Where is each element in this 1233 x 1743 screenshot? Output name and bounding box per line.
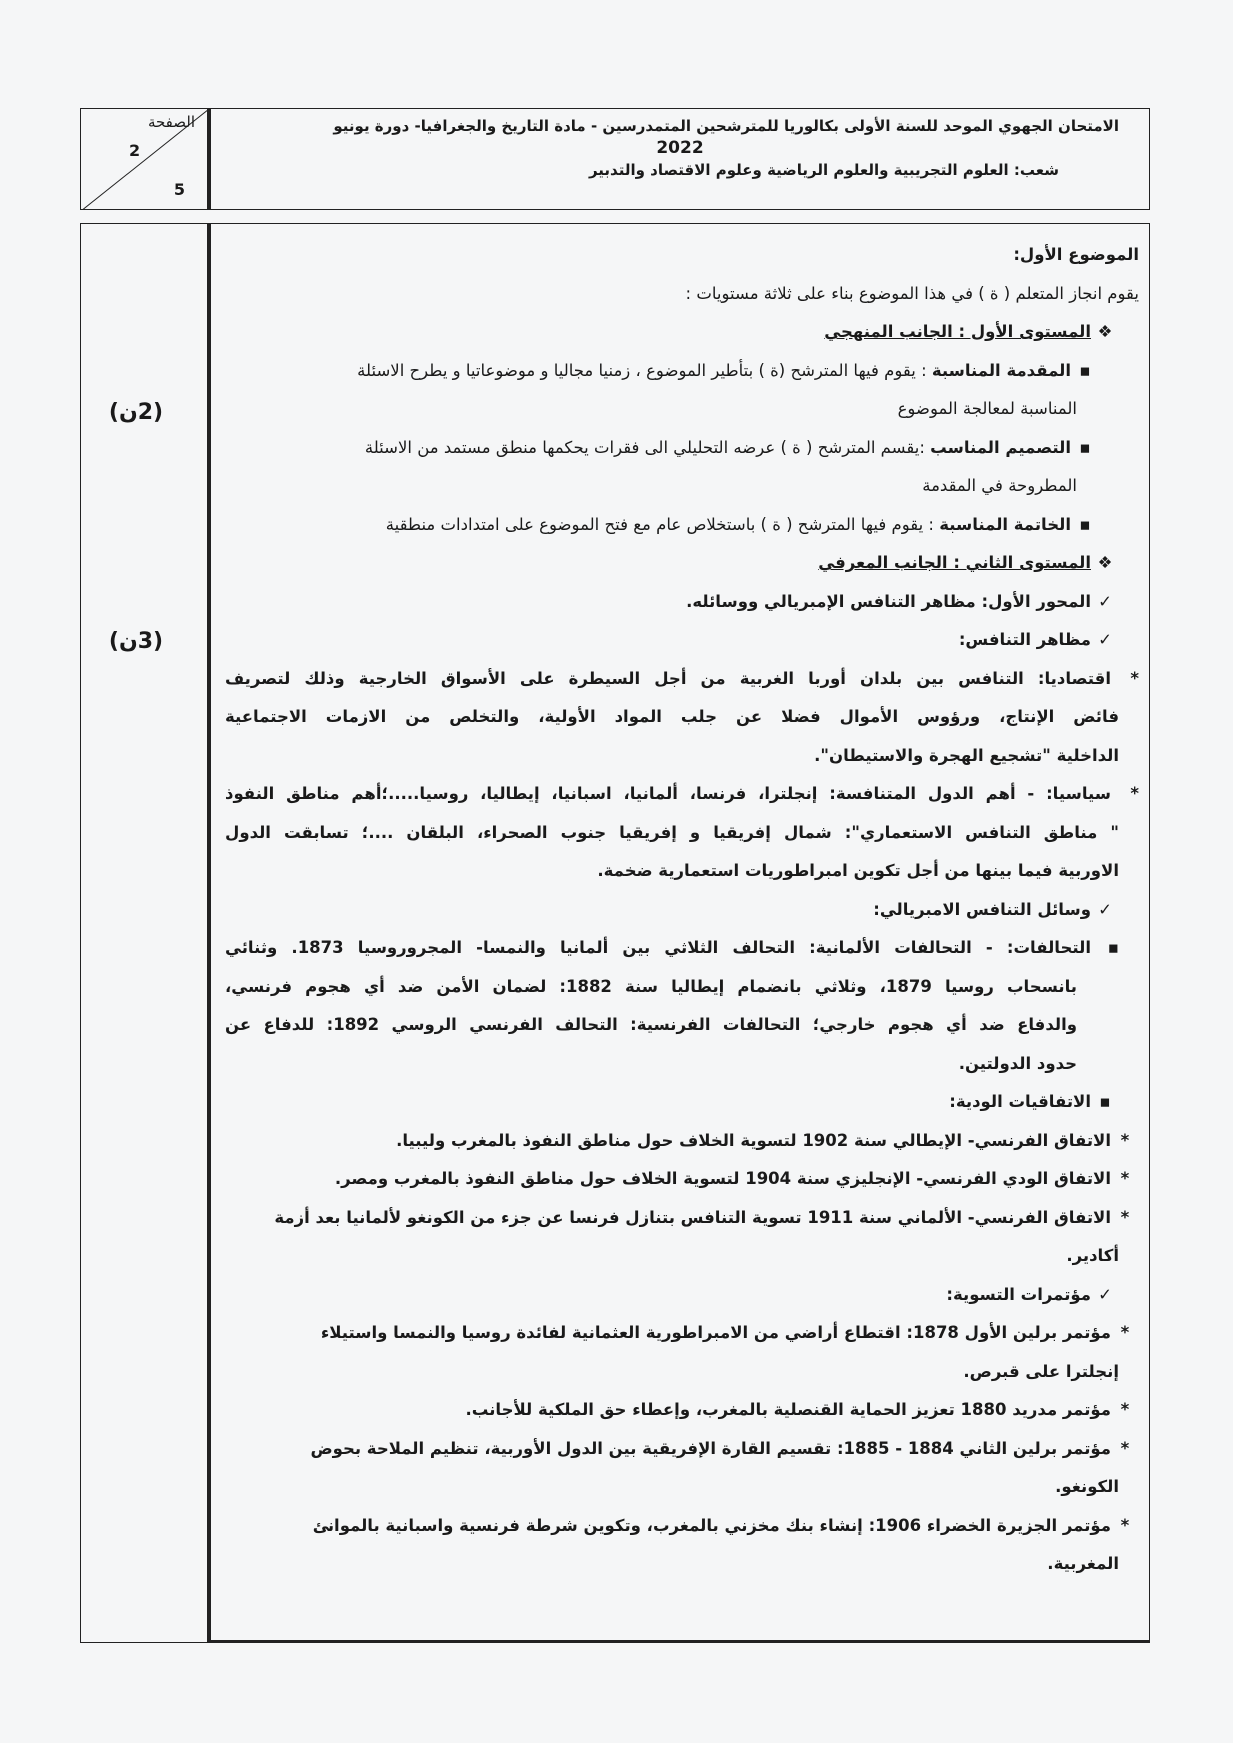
asterisk-icon: * — [1130, 668, 1139, 688]
list-item: ▪التصميم المناسب :يقسم المترشح ( ة ) عرضه التحليلي الى فقرات يحكمها منطق مستمد من الاسئلة — [225, 429, 1139, 468]
level-1-heading: ❖المستوى الأول : الجانب المنهجي — [225, 313, 1139, 352]
square-bullet-icon: ▪ — [1079, 514, 1091, 534]
square-bullet-icon: ▪ — [1099, 1092, 1111, 1111]
checkmark-icon: ✓ — [1098, 899, 1112, 919]
list-item: ▪الاتفاقيات الودية: — [225, 1083, 1139, 1122]
answer-content — [208, 223, 1150, 1643]
list-item-cont: " مناطق التنافس الاستعماري": شمال إفريقيا و إفريقيا جنوب الصحراء، البلقان ....؛ تسابقت الدول — [225, 822, 1119, 842]
header-streams: شعب: العلوم التجريبية والعلوم الرياضية وعلوم الاقتصاد والتدبير — [588, 161, 1059, 179]
list-item: *مؤتمر برلين الثاني 1884 - 1885: تقسيم القارة الإفريقية بين الدول الأوربية، تنظيم الملاحة بحوض — [225, 1430, 1139, 1469]
page-total: 5 — [173, 180, 185, 199]
diamond-bullet-icon: ❖ — [1097, 553, 1113, 572]
list-item: ✓المحور الأول: مظاهر التنافس الإمبريالي ووسائله. — [225, 583, 1139, 622]
list-item-cont: المطروحة في المقدمة — [922, 476, 1077, 495]
list-item: *مؤتمر الجزيرة الخضراء 1906: إنشاء بنك مخزني بالمغرب، وتكوين شرطة فرنسية واسبانية بالموانئ — [225, 1507, 1139, 1546]
intro-text: يقوم انجاز المتعلم ( ة ) في هذا الموضوع بناء على ثلاثة مستويات : — [685, 283, 1139, 303]
exam-header — [208, 108, 1150, 210]
asterisk-icon: * — [1130, 784, 1139, 803]
asterisk-icon: * — [1120, 1169, 1130, 1188]
list-item: *الاتفاق الودي الفرنسي- الإنجليزي سنة 1904 لتسوية الخلاف حول مناطق النفوذ بالمغرب ومصر. — [225, 1160, 1139, 1199]
list-item-cont: المغربية. — [1047, 1554, 1119, 1573]
mark-level-2: (3ن) — [108, 629, 164, 654]
list-item-cont: أكادير. — [1066, 1246, 1119, 1265]
list-item: ▪الخاتمة المناسبة : يقوم فيها المترشح ( ة ) باستخلاص عام مع فتح الموضوع على امتدادات منطقية — [225, 506, 1139, 545]
list-item-cont: فائض الإنتاج، ورؤوس الأموال فضلا عن جلب المواد الأولية، والتخلص من الازمات الاجتماعية — [225, 707, 1119, 726]
asterisk-icon: * — [1120, 1400, 1130, 1419]
list-item-cont: إنجلترا على قبرص. — [963, 1361, 1119, 1381]
list-item-cont: والدفاع ضد أي هجوم خارجي؛ التحالفات الفرنسية: التحالف الفرنسي الروسي 1892: للدفاع عن — [225, 1015, 1077, 1034]
page-number-box — [80, 108, 208, 210]
list-item: *الاتفاق الفرنسي- الإيطالي سنة 1902 لتسوية الخلاف حول مناطق النفوذ بالمغرب وليبيا. — [225, 1122, 1139, 1161]
list-item: ▪التحالفات: - التحالفات الألمانية: التحالف الثلاثي بين ألمانيا والنمسا- المجروروسيا 1873. وثنائي — [225, 929, 1139, 968]
list-item-cont: حدود الدولتين. — [958, 1053, 1077, 1073]
marks-column — [80, 223, 208, 1643]
asterisk-icon: * — [1120, 1130, 1130, 1150]
list-item: *سياسيا: - أهم الدول المتنافسة: إنجلترا، فرنسا، ألمانيا، اسبانيا، إيطاليا، روسيا.....؛أهم مناطق النفوذ — [225, 775, 1139, 814]
list-item: *مؤتمر مدريد 1880 تعزيز الحماية القنصلية بالمغرب، وإعطاء حق الملكية للأجانب. — [225, 1391, 1139, 1430]
list-item-cont: الداخلية "تشجيع الهجرة والاستيطان". — [814, 745, 1119, 765]
page-label: الصفحة — [147, 113, 195, 131]
list-item-cont: الكونغو. — [1055, 1477, 1119, 1496]
asterisk-icon: * — [1120, 1515, 1130, 1535]
diamond-bullet-icon: ❖ — [1097, 322, 1113, 341]
topic-title: الموضوع الأول: — [1013, 245, 1139, 264]
exam-page — [80, 108, 1150, 1643]
asterisk-icon: * — [1120, 1323, 1130, 1342]
list-item: *اقتصاديا: التنافس بين بلدان أوربا الغربية من أجل السيطرة على الأسواق الخارجية وذلك لتصريف — [225, 660, 1139, 699]
list-item-cont: المناسبة لمعالجة الموضوع — [897, 399, 1077, 418]
list-item-cont: بانسحاب روسيا 1879، وثلاثي بانضمام إيطاليا سنة 1882: لضمان الأمن ضد أي هجوم فرنسي، — [225, 976, 1077, 996]
list-item: *الاتفاق الفرنسي- الألماني سنة 1911 تسوية التنافس بتنازل فرنسا عن جزء من الكونغو لألمانيا بعد أزمة — [225, 1199, 1139, 1238]
list-item: ✓مؤتمرات التسوية: — [225, 1276, 1139, 1315]
square-bullet-icon: ▪ — [1107, 938, 1119, 957]
asterisk-icon: * — [1120, 1438, 1130, 1458]
page-current: 2 — [129, 141, 141, 160]
header-line-1: الامتحان الجهوي الموحد للسنة الأولى بكالوريا للمترشحين المتمدرسين - مادة التاريخ والجغرافيا- دورة يونيو — [333, 117, 1119, 135]
list-item-cont: الاوربية فيما بينها من أجل تكوين امبراطوريات استعمارية ضخمة. — [597, 861, 1119, 880]
square-bullet-icon: ▪ — [1079, 360, 1091, 380]
asterisk-icon: * — [1120, 1207, 1130, 1227]
header-year: 2022 — [656, 138, 704, 158]
mark-level-1: (2ن) — [108, 400, 164, 425]
checkmark-icon: ✓ — [1098, 630, 1112, 649]
list-item: ▪المقدمة المناسبة : يقوم فيها المترشح (ة ) بتأطير الموضوع ، زمنيا مجاليا و موضوعاتيا و يطرح الاسئلة — [225, 352, 1139, 391]
checkmark-icon: ✓ — [1098, 591, 1112, 611]
list-item: ✓وسائل التنافس الامبريالي: — [225, 891, 1139, 930]
list-item: ✓مظاهر التنافس: — [225, 621, 1139, 660]
square-bullet-icon: ▪ — [1079, 437, 1091, 457]
checkmark-icon: ✓ — [1098, 1284, 1112, 1304]
level-2-heading: ❖المستوى الثاني : الجانب المعرفي — [225, 544, 1139, 583]
list-item: *مؤتمر برلين الأول 1878: اقتطاع أراضي من الامبراطورية العثمانية لفائدة روسيا والنمسا واستيلاء — [225, 1314, 1139, 1353]
